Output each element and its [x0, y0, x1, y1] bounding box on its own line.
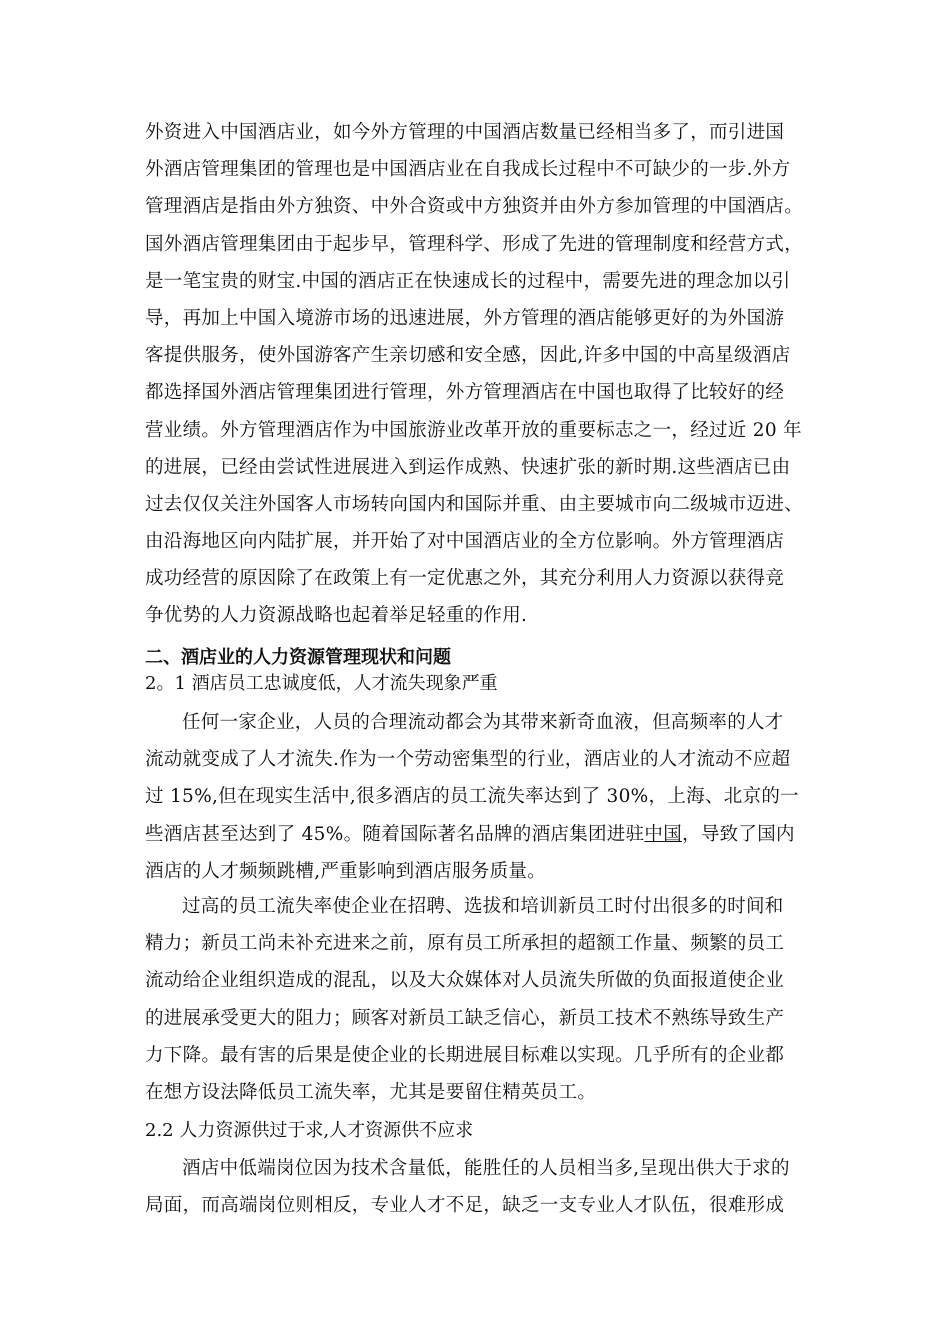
paragraph-consequences	[145, 888, 813, 1111]
text-line: 过高的员工流失率使企业在招聘、选拔和培训新员工时付出很多的时间和	[182, 896, 784, 917]
text-line: 酒店的人才频频跳槽,严重影响到酒店服务质量。	[145, 860, 546, 882]
text-line: 流动给企业组织造成的混乱，以及大众媒体对人员流失所做的负面报道使企业	[145, 970, 785, 992]
text-line: 都选择国外酒店管理集团进行管理，外方管理酒店在中国也取得了比较好的经	[145, 382, 785, 404]
text-line: 外资进入中国酒店业，如今外方管理的中国酒店数量已经相当多了，而引进国	[145, 122, 785, 143]
text-segment: ，导致了国内	[682, 823, 795, 845]
china-link[interactable]: 中国	[644, 823, 683, 845]
text-line: 营业绩。外方管理酒店作为中国旅游业改革开放的重要标志之一，经过近 20 年	[145, 419, 802, 441]
intro-paragraph	[145, 114, 813, 635]
text-line: 过去仅仅关注外国客人市场转向国内和国际并重、由主要城市向二级城市迈进、	[145, 493, 804, 515]
paragraph-supply-demand	[145, 1150, 813, 1224]
section-heading: 二、酒店业的人力资源管理现状和问题	[145, 647, 451, 668]
subsection-heading: 2。1 酒店员工忠诚度低，人才流失现象严重	[145, 673, 498, 694]
text-line: 在想方设法降低员工流失率，尤其是要留住精英员工。	[145, 1081, 597, 1103]
text-line: 酒店中低端岗位因为技术含量低，能胜任的人员相当多,呈现出供大于求的	[182, 1158, 790, 1179]
text-line: 过 15%,但在现实生活中,很多酒店的员工流失率达到了 30%，上海、北京的一	[145, 786, 799, 808]
subsection-heading: 2.2 人力资源供过于求,人才资源供不应求	[145, 1120, 474, 1141]
text-line: 导，再加上中国入境游市场的迅速进展，外方管理的酒店能够更好的为外国游	[145, 307, 785, 329]
text-line: 成功经营的原因除了在政策上有一定优惠之外，其充分利用人力资源以获得竞	[145, 568, 785, 590]
text-line	[145, 816, 813, 853]
text-line: 国外酒店管理集团由于起步早，管理科学、形成了先进的管理制度和经营方式，	[145, 233, 804, 255]
text-line: 的进展，已经由尝试性进展进入到运作成熟、快速扩张的新时期.这些酒店已由	[145, 456, 791, 478]
text-line: 力下降。最有害的后果是使企业的长期进展目标难以实现。几乎所有的企业都	[145, 1044, 785, 1066]
text-line: 是一笔宝贵的财宝.中国的酒店正在快速成长的过程中，需要先进的理念加以引	[145, 270, 791, 292]
text-line: 的进展承受更大的阻力；顾客对新员工缺乏信心，新员工技术不熟练导致生产	[145, 1007, 785, 1029]
text-segment: 些酒店甚至达到了 45%。随着国际著名品牌的酒店集团进驻	[145, 823, 645, 845]
text-line: 外酒店管理集团的管理也是中国酒店业在自我成长过程中不可缺少的一步.外方	[145, 159, 791, 181]
text-line: 任何一家企业，人员的合理流动都会为其带来新奇血液，但高频率的人才	[182, 712, 784, 733]
text-line: 精力；新员工尚未补充进来之前，原有员工所承担的超额工作量、频繁的员工	[145, 933, 785, 955]
paragraph-turnover	[145, 704, 813, 890]
text-line: 客提供服务，使外国游客产生亲切感和安全感，因此,许多中国的中高星级酒店	[145, 345, 791, 367]
text-line: 管理酒店是指由外方独资、中外合资或中方独资并由外方参加管理的中国酒店。	[145, 196, 804, 218]
text-line: 局面，而高端岗位则相反，专业人才不足，缺乏一支专业人才队伍，很难形成	[145, 1195, 785, 1217]
text-line: 争优势的人力资源战略也起着举足轻重的作用.	[145, 605, 528, 627]
text-line: 由沿海地区向内陆扩展，并开始了对中国酒店业的全方位影响。外方管理酒店	[145, 531, 785, 553]
text-line: 流动就变成了人才流失.作为一个劳动密集型的行业，酒店业的人才流动不应超	[145, 749, 791, 771]
